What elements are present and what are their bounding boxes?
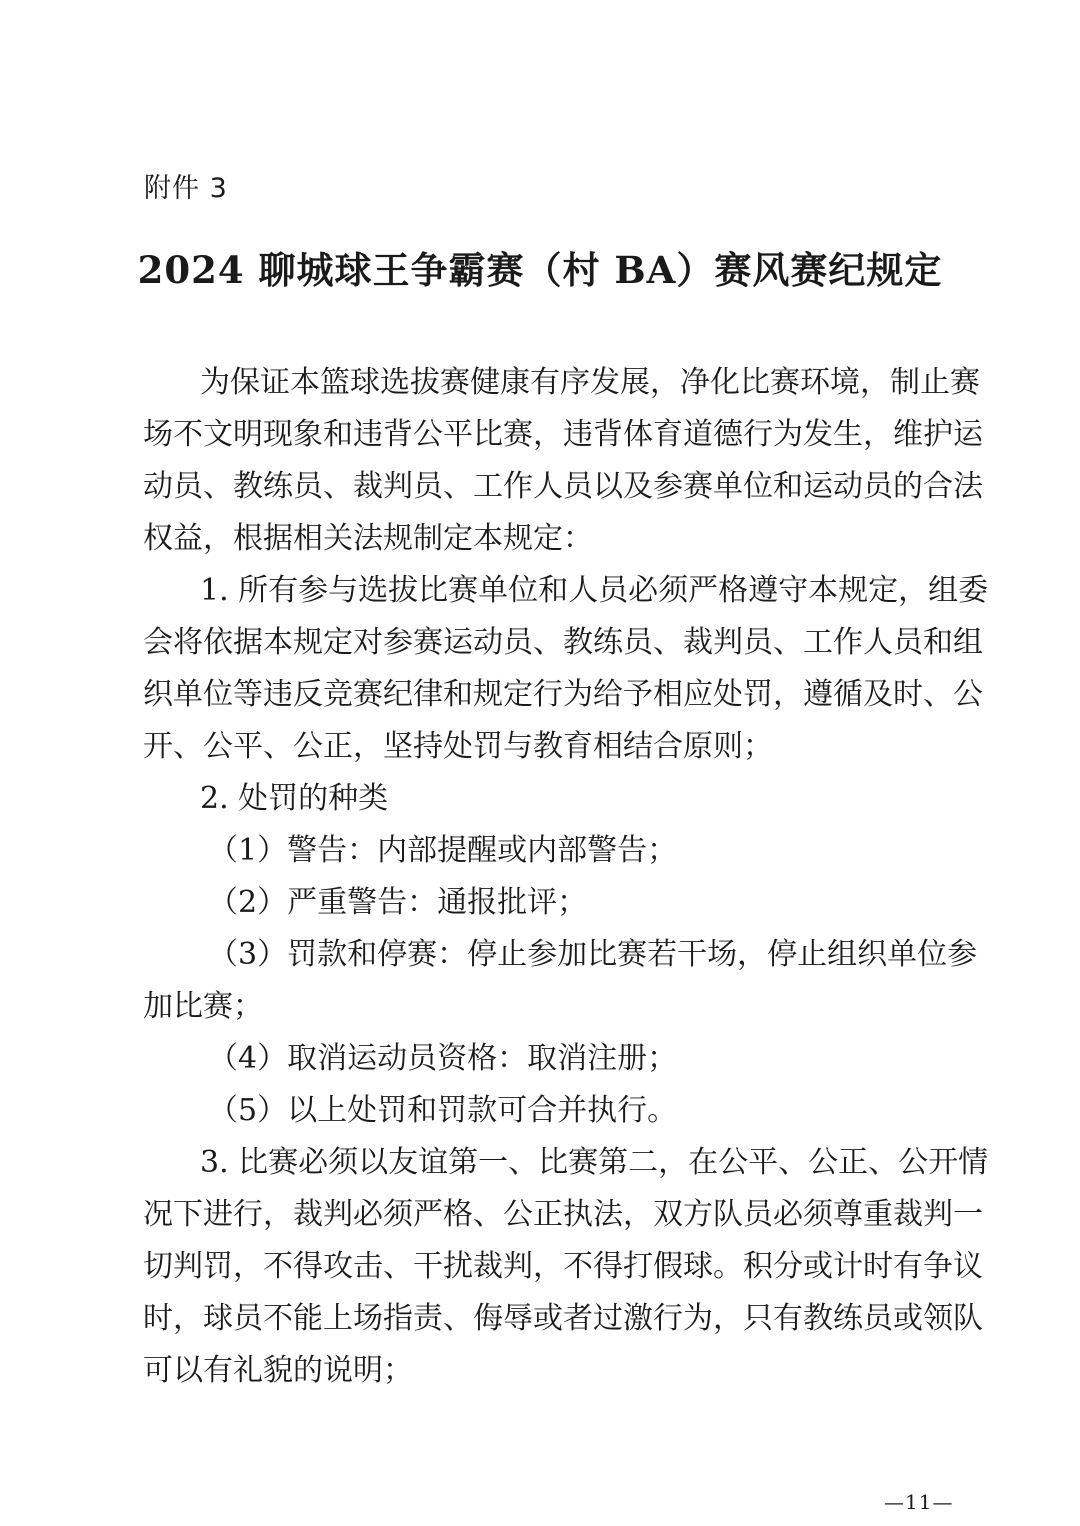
paragraph-line: 织单位等违反竞赛纪律和规定行为给予相应处罚，遵循及时、公 <box>143 677 983 712</box>
attachment-label: 附件 3 <box>144 173 228 204</box>
paragraph-line: 动员、教练员、裁判员、工作人员以及参赛单位和运动员的合法 <box>143 469 983 504</box>
penalty-item: （2）严重警告：通报批评； <box>208 885 588 920</box>
paragraph-line: 为保证本篮球选拔赛健康有序发展，净化比赛环境，制止赛 <box>200 365 980 400</box>
page-number: —11— <box>884 1490 954 1514</box>
paragraph-line: 1. 所有参与选拔比赛单位和人员必须严格遵守本规定，组委 <box>200 573 989 608</box>
paragraph-line: 切判罚，不得攻击、干扰裁判，不得打假球。积分或计时有争议 <box>143 1249 983 1284</box>
paragraph-line: 3. 比赛必须以友谊第一、比赛第二，在公平、公正、公开情 <box>200 1145 989 1180</box>
paragraph-line: 时，球员不能上场指责、侮辱或者过激行为，只有教练员或领队 <box>143 1301 983 1336</box>
penalty-item: （4）取消运动员资格：取消注册； <box>208 1041 678 1076</box>
document-title: 2024 聊城球王争霸赛（村 BA）赛风赛纪规定 <box>137 248 943 292</box>
paragraph-line: 开、公平、公正，坚持处罚与教育相结合原则； <box>143 729 773 764</box>
penalty-item: （3）罚款和停赛：停止参加比赛若干场，停止组织单位参 <box>208 937 978 972</box>
paragraph-line: 会将依据本规定对参赛运动员、教练员、裁判员、工作人员和组 <box>143 625 983 660</box>
penalty-item: （5）以上处罚和罚款可合并执行。 <box>208 1093 678 1128</box>
penalty-item: （1）警告：内部提醒或内部警告； <box>208 833 678 868</box>
paragraph-line: 可以有礼貌的说明； <box>143 1353 413 1388</box>
paragraph-line: 场不文明现象和违背公平比赛，违背体育道德行为发生，维护运 <box>143 417 983 452</box>
paragraph-line: 权益，根据相关法规制定本规定： <box>143 521 593 556</box>
section-heading: 2. 处罚的种类 <box>200 781 389 816</box>
paragraph-line: 况下进行，裁判必须严格、公正执法，双方队员必须尊重裁判一 <box>143 1197 983 1232</box>
penalty-item-continuation: 加比赛； <box>143 989 263 1024</box>
